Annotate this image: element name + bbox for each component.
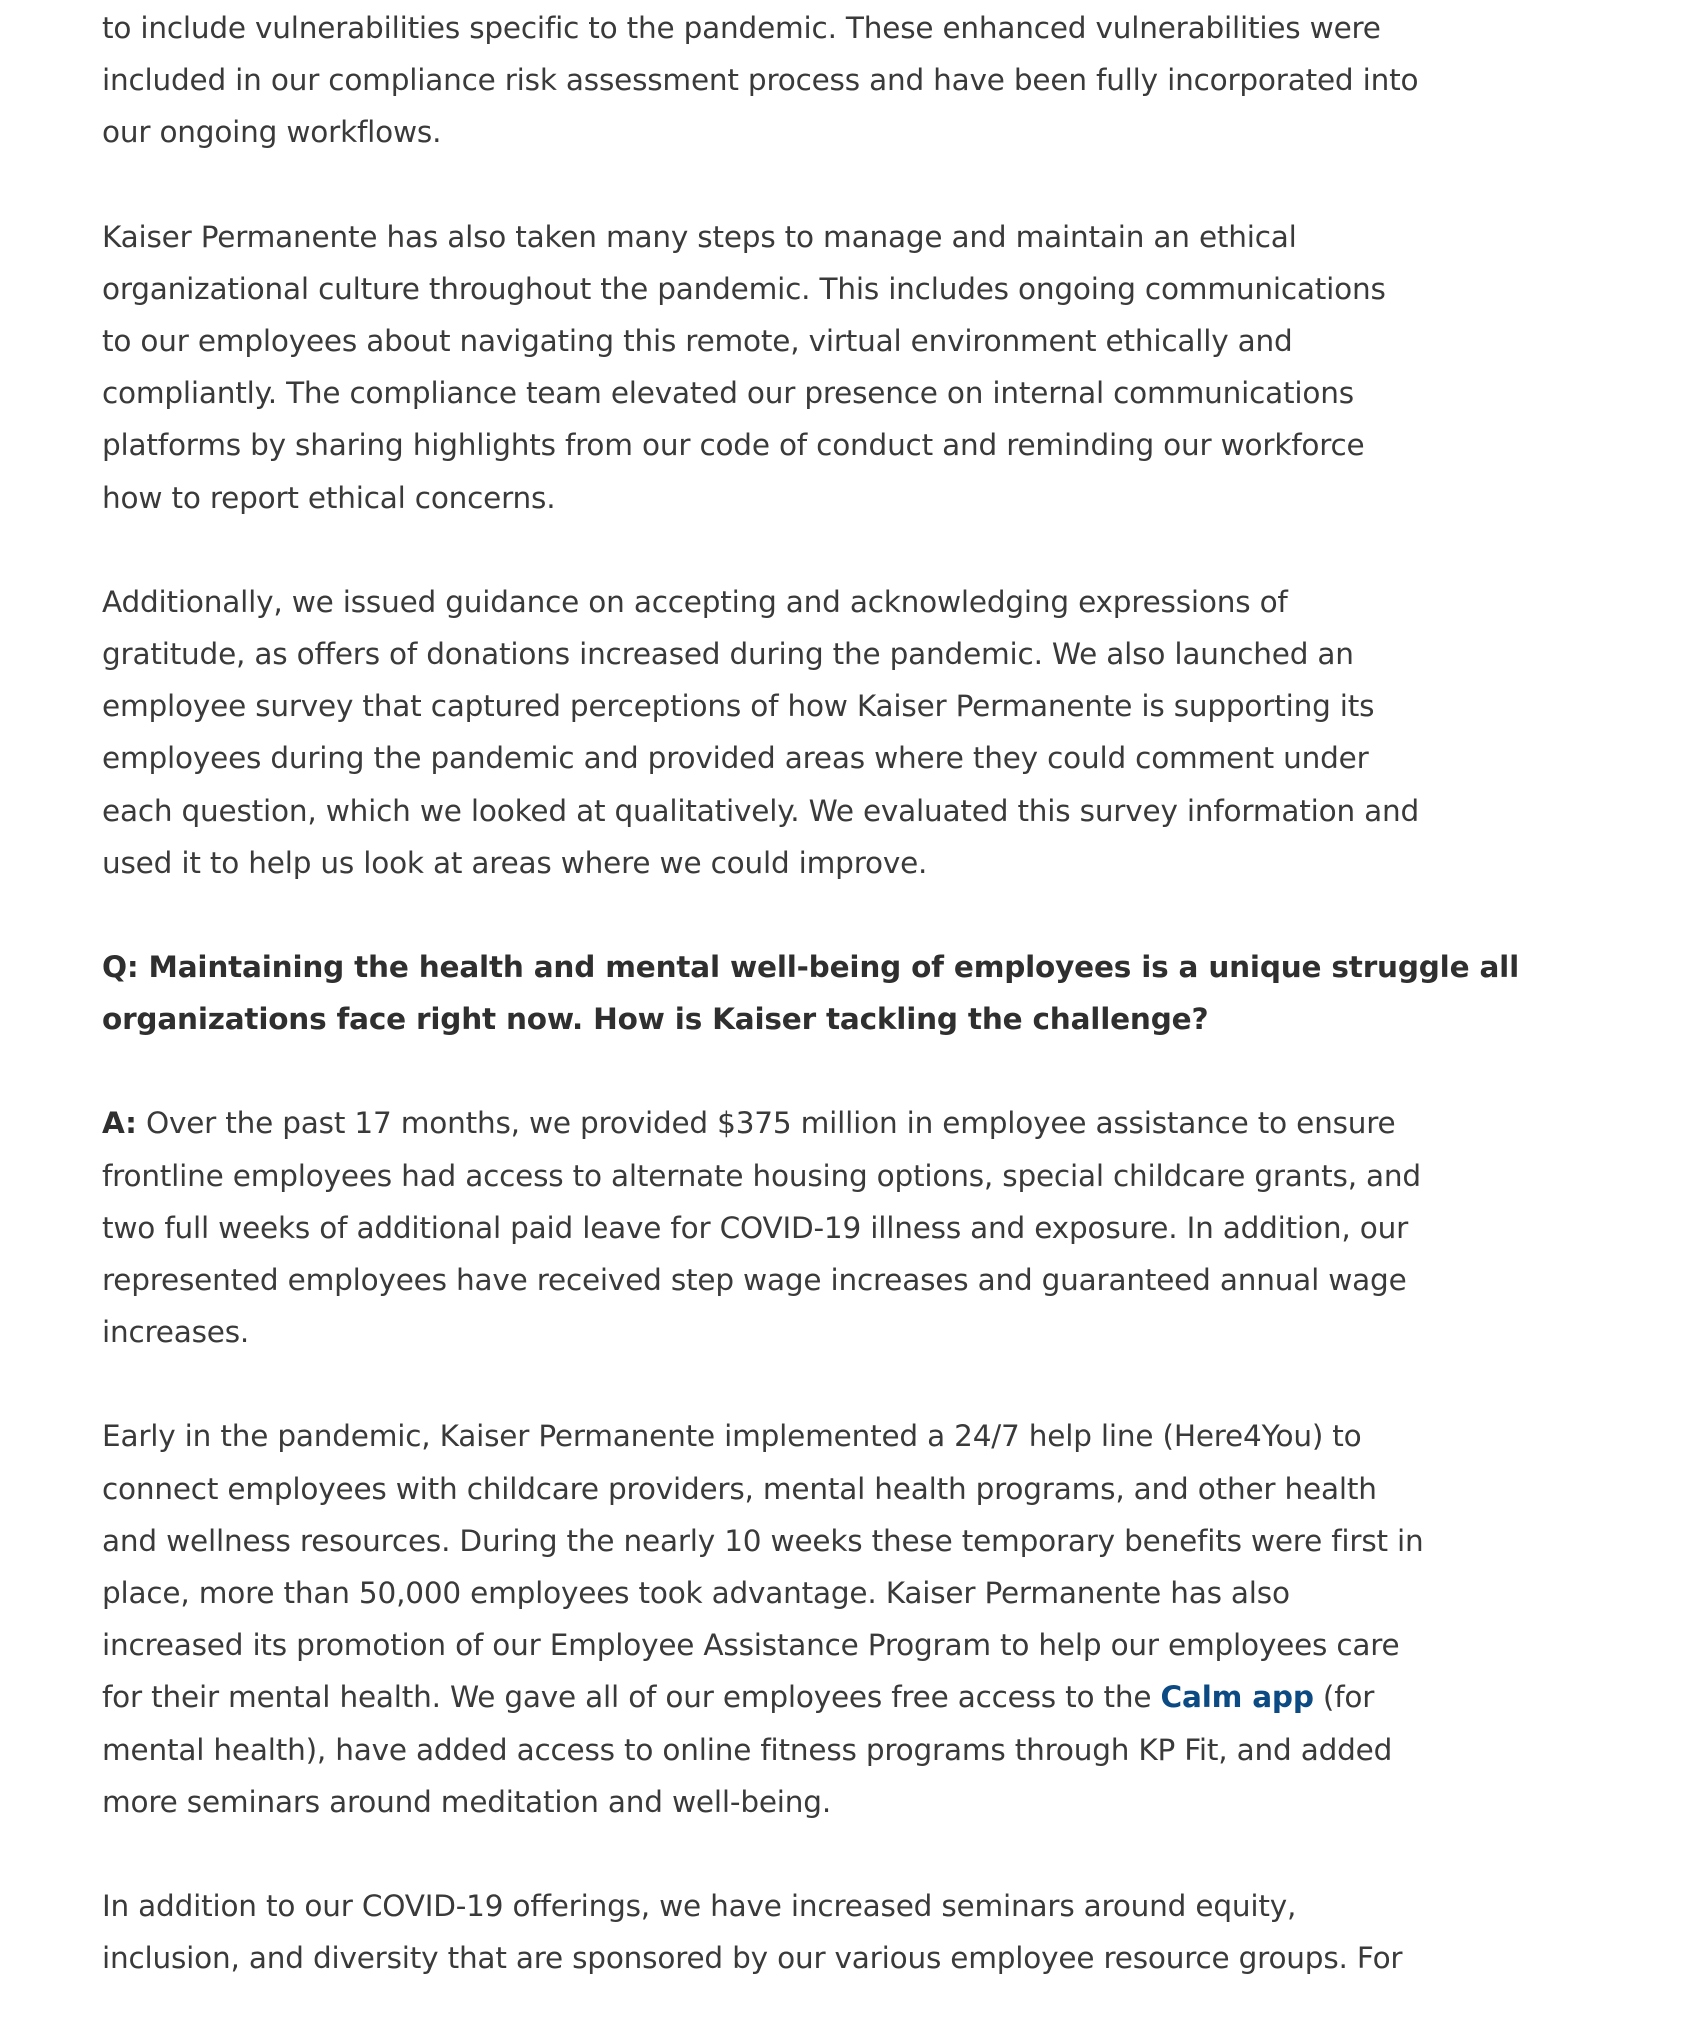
text-line: In addition to our COVID-19 offerings, we have increased seminars around equity, xyxy=(102,1889,1297,1924)
text-line: place, more than 50,000 employees took advantage. Kaiser Permanente has also xyxy=(102,1576,1290,1611)
text-line: connect employees with childcare providers, mental health programs, and other health xyxy=(102,1471,1377,1506)
text-line: represented employees have received step wage increases and guaranteed annual wage xyxy=(102,1263,1407,1298)
text-line: how to report ethical concerns. xyxy=(102,480,556,515)
text-line: frontline employees had access to alternate housing options, special childcare grants, and xyxy=(102,1158,1421,1193)
text-segment: for their mental health. We gave all of our employees free access to the xyxy=(102,1680,1161,1715)
text-line: increases. xyxy=(102,1315,250,1350)
article-body xyxy=(102,2,1622,2037)
text-line xyxy=(102,1097,1622,1149)
answer-label: A: xyxy=(102,1106,137,1141)
text-segment: (for xyxy=(1313,1680,1375,1715)
text-line: gratitude, as offers of donations increased during the pandemic. We also launched an xyxy=(102,637,1354,672)
answer-text: Over the past 17 months, we provided $375 million in employee assistance to ensure xyxy=(136,1106,1396,1141)
text-line: to our employees about navigating this remote, virtual environment ethically and xyxy=(102,324,1293,359)
text-line: mental health), have added access to online fitness programs through KP Fit, and added xyxy=(102,1732,1393,1767)
text-line: Kaiser Permanente has also taken many steps to manage and maintain an ethical xyxy=(102,219,1297,254)
text-line: two full weeks of additional paid leave for COVID-19 illness and exposure. In addition, our xyxy=(102,1210,1409,1245)
text-line: compliantly. The compliance team elevated our presence on internal communications xyxy=(102,376,1354,411)
interview-question xyxy=(102,941,1622,1045)
text-line: employees during the pandemic and provided areas where they could comment under xyxy=(102,741,1369,776)
question-line: organizations face right now. How is Kaiser tackling the challenge? xyxy=(102,1002,1209,1037)
text-line: employee survey that captured perceptions of how Kaiser Permanente is supporting its xyxy=(102,689,1375,724)
text-line xyxy=(102,1671,1622,1723)
question-line: Q: Maintaining the health and mental well-being of employees is a unique struggle all xyxy=(102,950,1519,985)
text-line: each question, which we looked at qualitatively. We evaluated this survey information and xyxy=(102,793,1420,828)
text-line: to include vulnerabilities specific to the pandemic. These enhanced vulnerabilities were xyxy=(102,11,1381,45)
text-line: Early in the pandemic, Kaiser Permanente implemented a 24/7 help line (Here4You) to xyxy=(102,1419,1362,1454)
text-line: more seminars around meditation and well-being. xyxy=(102,1784,831,1819)
text-line: included in our compliance risk assessment process and have been fully incorporated into xyxy=(102,63,1419,98)
text-line: inclusion, and diversity that are sponsored by our various employee resource groups. For xyxy=(102,1941,1403,1976)
paragraph-vulnerabilities xyxy=(102,2,1622,159)
calm-app-link[interactable]: Calm app xyxy=(1160,1680,1314,1715)
paragraph-ethical-culture xyxy=(102,211,1622,524)
text-line: platforms by sharing highlights from our code of conduct and reminding our workforce xyxy=(102,428,1365,463)
text-line: our ongoing workflows. xyxy=(102,115,442,150)
text-line: Additionally, we issued guidance on accepting and acknowledging expressions of xyxy=(102,584,1288,619)
interview-answer xyxy=(102,1097,1622,1358)
text-line: increased its promotion of our Employee Assistance Program to help our employees care xyxy=(102,1628,1400,1663)
text-line: and wellness resources. During the nearly 10 weeks these temporary benefits were first in xyxy=(102,1523,1424,1558)
paragraph-help-line xyxy=(102,1410,1622,1828)
text-line: organizational culture throughout the pandemic. This includes ongoing communications xyxy=(102,271,1386,306)
paragraph-survey xyxy=(102,576,1622,889)
paragraph-equity-seminars xyxy=(102,1880,1622,1984)
text-line: used it to help us look at areas where we could improve. xyxy=(102,845,928,880)
